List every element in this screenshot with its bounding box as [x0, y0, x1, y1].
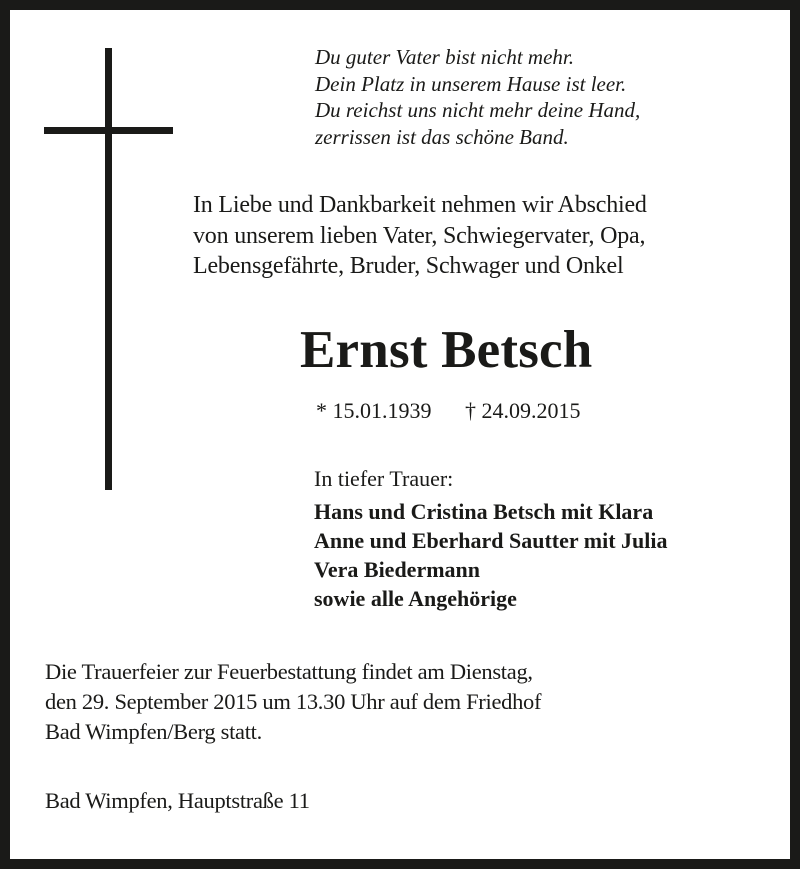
poem-line: Du reichst uns nicht mehr deine Hand, — [315, 98, 641, 122]
poem-line: Du guter Vater bist nicht mehr. — [315, 45, 574, 69]
intro-line: von unserem lieben Vater, Schwiegervater, Opa, — [193, 222, 646, 249]
cross-vertical-bar — [105, 48, 112, 490]
cross-horizontal-bar — [44, 127, 173, 134]
service-line: den 29. September 2015 um 13.30 Uhr auf dem Friedhof — [45, 689, 542, 714]
deceased-name: Ernst Betsch — [300, 321, 593, 379]
funeral-service-info — [45, 657, 541, 747]
life-dates — [316, 397, 581, 425]
farewell-intro — [193, 190, 647, 282]
mourning-label: In tiefer Trauer: — [314, 466, 454, 491]
family-address: Bad Wimpfen, Hauptstraße 11 — [45, 788, 310, 813]
mourner-line: sowie alle Angehörige — [314, 586, 517, 611]
intro-line: Lebensgefährte, Bruder, Schwager und Onkel — [193, 253, 624, 279]
mourner-line: Vera Biedermann — [314, 557, 481, 582]
mourner-line: Hans und Cristina Betsch mit Klara — [314, 499, 654, 524]
memorial-poem — [315, 44, 640, 150]
mourners-list — [314, 497, 667, 613]
obituary-notice — [10, 10, 790, 859]
service-line: Die Trauerfeier zur Feuerbestattung findet am Dienstag, — [45, 659, 533, 684]
service-line: Bad Wimpfen/Berg statt. — [45, 719, 262, 744]
death-date: † 24.09.2015 — [465, 398, 581, 423]
poem-line: zerrissen ist das schöne Band. — [315, 124, 569, 149]
mourner-line: Anne und Eberhard Sautter mit Julia — [314, 528, 668, 553]
poem-line: Dein Platz in unserem Hause ist leer. — [315, 71, 627, 96]
intro-line: In Liebe und Dankbarkeit nehmen wir Abschied — [193, 192, 647, 218]
birth-date: * 15.01.1939 — [316, 398, 432, 423]
